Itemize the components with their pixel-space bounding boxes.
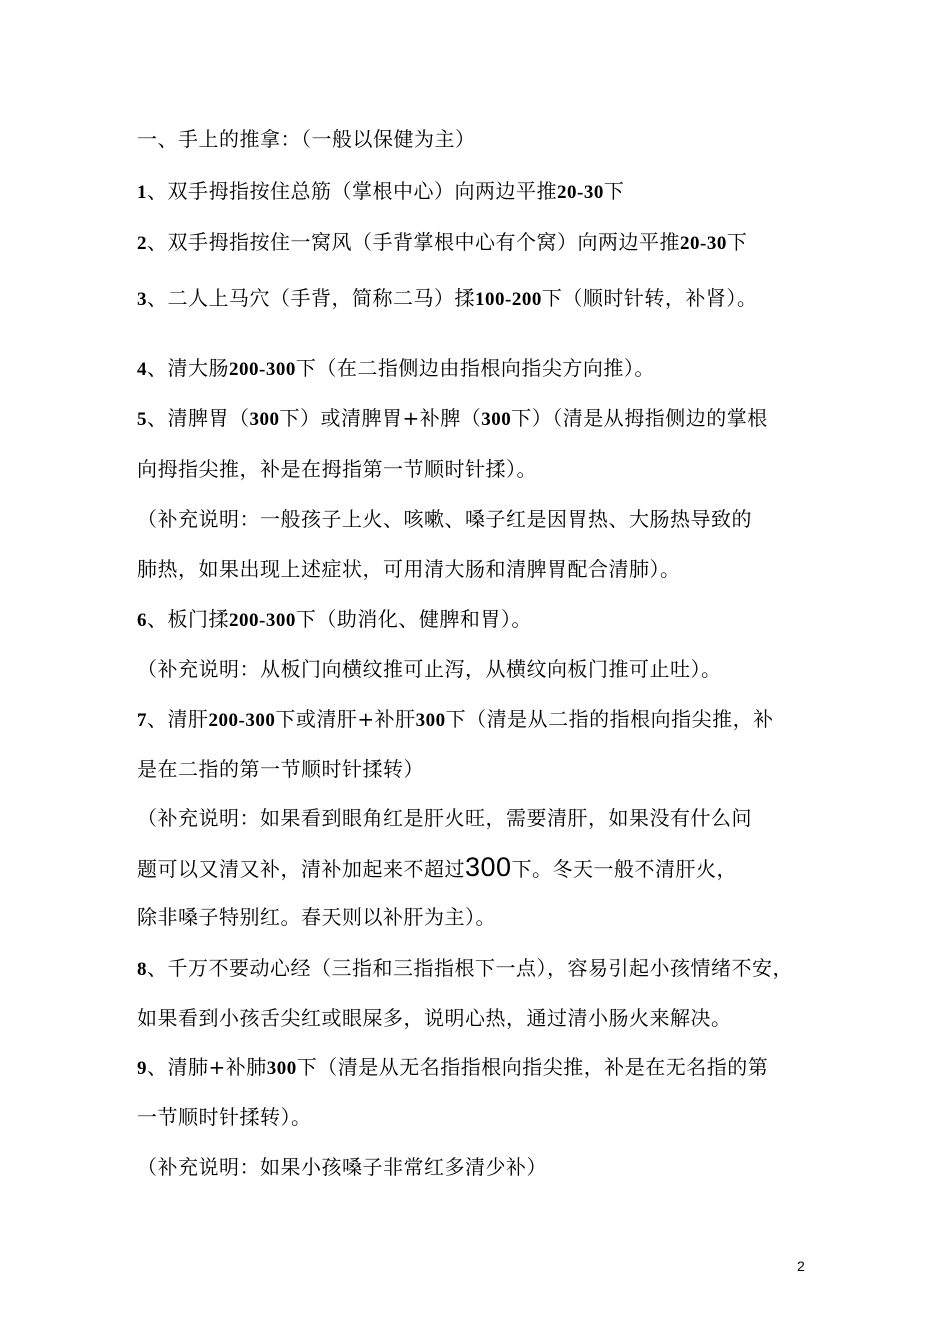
item-text: 如果看到小孩舌尖红或眼屎多，说明心热，通过清小肠火来解决。 bbox=[137, 1006, 732, 1030]
item-text: 下（清是从无名指指根向指尖推，补是在无名指的第 bbox=[296, 1055, 769, 1079]
item-count: 20-30 bbox=[557, 182, 604, 203]
item-text: 、二人上马穴（手背，简称二马）揉 bbox=[147, 286, 475, 310]
item-9 bbox=[137, 1054, 768, 1082]
item-text: 、千万不要动心经（三指和三指指根下一点），容易引起小孩情绪不安， bbox=[147, 956, 793, 980]
item-text: 下（清是从二指的指根向指尖推，补 bbox=[445, 707, 774, 731]
item-text: 下）或清脾胃+补脾（ bbox=[279, 406, 482, 430]
item-text: 、清肝 bbox=[147, 707, 209, 731]
note-text: （补充说明：从板门向横纹推可止泻，从横纹向板门推可止吐）。 bbox=[137, 657, 722, 681]
note-4 bbox=[137, 1154, 547, 1180]
item-count: 300 bbox=[415, 710, 446, 731]
item-text: 、清脾胃（ bbox=[147, 406, 250, 430]
note-text: 题可以又清又补，清补加起来不超过 bbox=[137, 857, 465, 881]
note-text: 除非嗓子特别红。春天则以补肝为主）。 bbox=[137, 905, 496, 929]
item-text: 下（在二指侧边由指根向指尖方向推）。 bbox=[295, 356, 655, 380]
note-3-line-1 bbox=[137, 805, 752, 831]
item-1 bbox=[137, 178, 624, 206]
item-text: 下（顺时针转，补肾）。 bbox=[541, 286, 758, 310]
item-number: 7 bbox=[137, 710, 147, 731]
note-text: （补充说明：如果小孩嗓子非常红多清少补） bbox=[137, 1155, 547, 1179]
item-text: 、双手拇指按住总筋（掌根中心）向两边平推 bbox=[147, 179, 557, 203]
note-number: 300 bbox=[465, 852, 512, 882]
heading-text: 一、手上的推拿：（一般以保健为主） bbox=[137, 127, 476, 151]
item-number: 5 bbox=[137, 409, 147, 430]
item-text: 下 bbox=[603, 179, 625, 203]
item-text: 下或清肝+补肝 bbox=[275, 707, 416, 731]
note-text: 肺热，如果出现上述症状，可用清大肠和清脾胃配合清肺）。 bbox=[137, 557, 681, 581]
item-count: 100-200 bbox=[475, 289, 542, 310]
item-number: 3 bbox=[137, 289, 147, 310]
item-5-continuation bbox=[137, 456, 537, 482]
item-7-continuation bbox=[137, 756, 424, 782]
item-4 bbox=[137, 355, 655, 383]
item-number: 4 bbox=[137, 359, 147, 380]
item-2 bbox=[137, 229, 747, 257]
item-9-continuation bbox=[137, 1104, 312, 1130]
note-3-line-2 bbox=[137, 854, 737, 882]
item-count: 300 bbox=[249, 409, 280, 430]
item-6 bbox=[137, 606, 532, 634]
item-7 bbox=[137, 706, 774, 734]
item-8 bbox=[137, 955, 793, 983]
item-text: 下）（清是从拇指侧边的掌根 bbox=[511, 406, 768, 430]
note-text: 下。冬天一般不清肝火， bbox=[511, 857, 738, 881]
page-number: 2 bbox=[797, 1258, 805, 1274]
item-number: 2 bbox=[137, 233, 147, 254]
item-text: 下（助消化、健脾和胃）。 bbox=[295, 607, 532, 631]
item-number: 6 bbox=[137, 610, 147, 631]
item-count: 300 bbox=[481, 409, 512, 430]
item-text: 一节顺时针揉转）。 bbox=[137, 1105, 312, 1129]
section-heading bbox=[137, 126, 476, 152]
item-count: 200-300 bbox=[208, 710, 276, 731]
item-count: 300 bbox=[266, 1058, 297, 1079]
item-count: 20-30 bbox=[680, 233, 727, 254]
item-text: 向拇指尖推，补是在拇指第一节顺时针揉）。 bbox=[137, 457, 537, 481]
note-3-line-3 bbox=[137, 904, 496, 930]
note-1-line-1 bbox=[137, 506, 752, 532]
note-text: （补充说明：一般孩子上火、咳嗽、嗓子红是因胃热、大肠热导致的 bbox=[137, 507, 752, 531]
note-2 bbox=[137, 656, 722, 682]
item-text: 、板门揉 bbox=[147, 607, 229, 631]
note-1-line-2 bbox=[137, 556, 681, 582]
item-count: 200-300 bbox=[229, 610, 296, 631]
item-text: 下 bbox=[726, 230, 748, 254]
item-text: 、双手拇指按住一窝风（手背掌根中心有个窝）向两边平推 bbox=[147, 230, 680, 254]
item-5 bbox=[137, 405, 768, 433]
item-text: 、清肺+补肺 bbox=[147, 1055, 267, 1079]
item-3 bbox=[137, 285, 757, 313]
item-number: 9 bbox=[137, 1058, 147, 1079]
note-text: （补充说明：如果看到眼角红是肝火旺，需要清肝，如果没有什么问 bbox=[137, 806, 752, 830]
item-count: 200-300 bbox=[229, 359, 296, 380]
item-text: 、清大肠 bbox=[147, 356, 229, 380]
item-8-continuation bbox=[137, 1005, 732, 1031]
item-number: 8 bbox=[137, 959, 147, 980]
item-text: 是在二指的第一节顺时针揉转） bbox=[137, 757, 424, 781]
item-number: 1 bbox=[137, 182, 147, 203]
